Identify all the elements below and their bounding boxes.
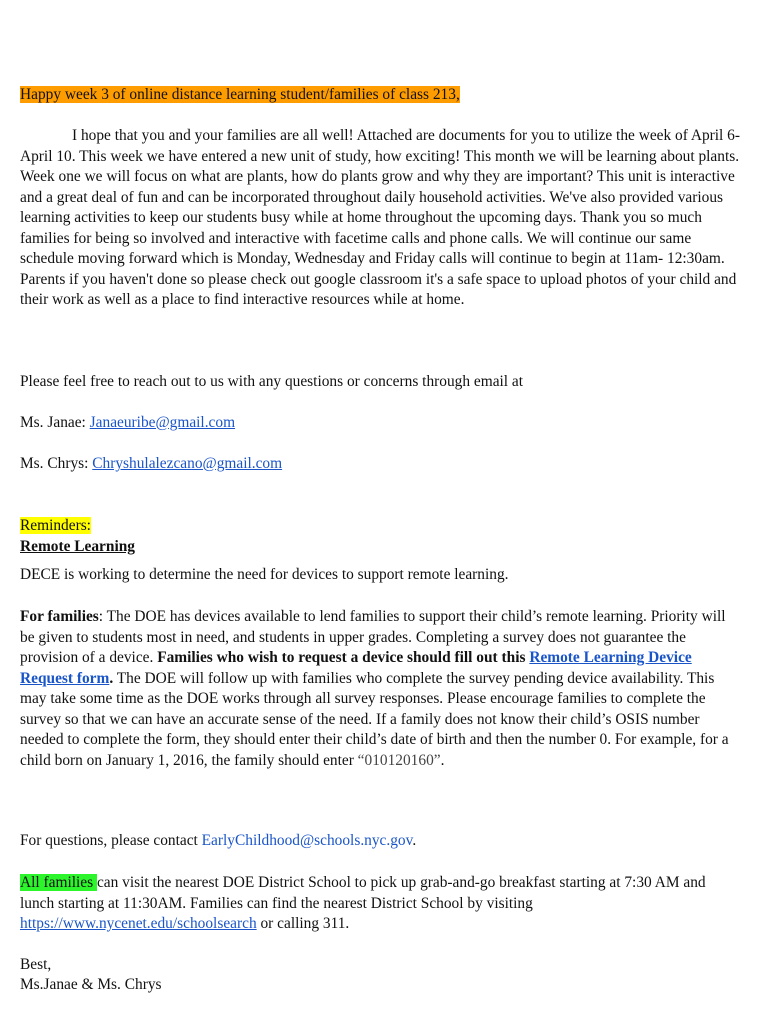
families-bold-period: .: [109, 669, 114, 687]
reminders-highlight: Reminders:: [20, 517, 91, 534]
chrys-email-link[interactable]: Chryshulalezcano@gmail.com: [92, 455, 283, 472]
contact-intro: Please feel free to reach out to us with any questions or concerns through email at: [20, 373, 524, 390]
meals-paragraph: [20, 873, 740, 935]
school-search-link[interactable]: https://www.nycenet.edu/schoolsearch: [20, 915, 257, 932]
device-request-form-link[interactable]: Remote Learning Device Request form: [20, 649, 692, 687]
families-text-1: : The DOE has devices available to lend families to support their child’s remote learning. Priority will be given to students most in need, and students in upper grades. Completing a survey does not guarantee the provision of a device.: [20, 608, 726, 666]
signature: Ms.Janae & Ms. Chrys: [20, 976, 162, 993]
contact-chrys: [20, 454, 740, 475]
contact-janae: [20, 413, 740, 434]
meals-text-2: or calling 311.: [256, 915, 350, 932]
families-text-3: .: [440, 751, 445, 769]
questions-prefix: For questions, please contact: [20, 832, 202, 849]
dece-line: DECE is working to determine the need for devices to support remote learning.: [20, 566, 509, 583]
greeting-highlight: Happy week 3 of online distance learning student/families of class 213,: [20, 86, 460, 103]
contact-chrys-label: Ms. Chrys:: [20, 455, 93, 472]
intro-paragraph: I hope that you and your families are all well! Attached are documents for you to utilize the week of April 6-April 10. This week we have entered a new unit of study, how exciting! This month we will be learning about plants. Week one we will focus on what are plants, how do plants grow and why they are important? This unit is interactive and a great deal of fun and can be incorporated throughout daily household activities. We've also provided various learning activities to keep our students busy while at home throughout the upcoming days. Thank you so much families for being so involved and interactive with facetime calls and phone calls. We will continue our same schedule moving forward which is Monday, Wednesday and Friday calls will continue to begin at 11am- 12:30am. Parents if you haven't done so please check out google classroom it's a safe space to upload photos of your child and their work as well as a place to find interactive resources while at home.: [20, 127, 740, 308]
early-childhood-email-link[interactable]: EarlyChildhood@schools.nyc.gov: [201, 832, 413, 849]
questions-suffix: .: [412, 832, 417, 849]
greeting-line: [20, 85, 740, 106]
families-text-2: The DOE will follow up with families who complete the survey pending device availability. This may take some time as the DOE works through all survey responses. Please encourage families to complete the survey so that we can have an accurate sense of the need. If a family does not know their child’s OSIS number needed to complete the form, they should enter their child’s date of birth and then the number 0. For example, for a child born on January 1, 2016, the family should enter: [20, 669, 729, 769]
meals-text-1: can visit the nearest DOE District School to pick up grab-and-go breakfast starting at 7:30 AM and lunch starting at 11:30AM. Families can find the nearest District School by visiting: [20, 874, 706, 912]
example-code: “010120160”: [357, 751, 441, 769]
remote-learning-heading: Remote Learning: [20, 538, 135, 555]
janae-email-link[interactable]: Janaeuribe@gmail.com: [89, 414, 236, 431]
reminders-heading: [20, 516, 740, 537]
families-bold-request: Families who wish to request a device should fill out this: [157, 649, 530, 666]
families-paragraph: [20, 607, 740, 771]
all-families-highlight: All families: [20, 874, 97, 891]
questions-line: [20, 831, 740, 852]
contact-janae-label: Ms. Janae:: [20, 414, 90, 431]
families-lead: For families: [20, 608, 99, 625]
closing: Best,: [20, 956, 52, 973]
